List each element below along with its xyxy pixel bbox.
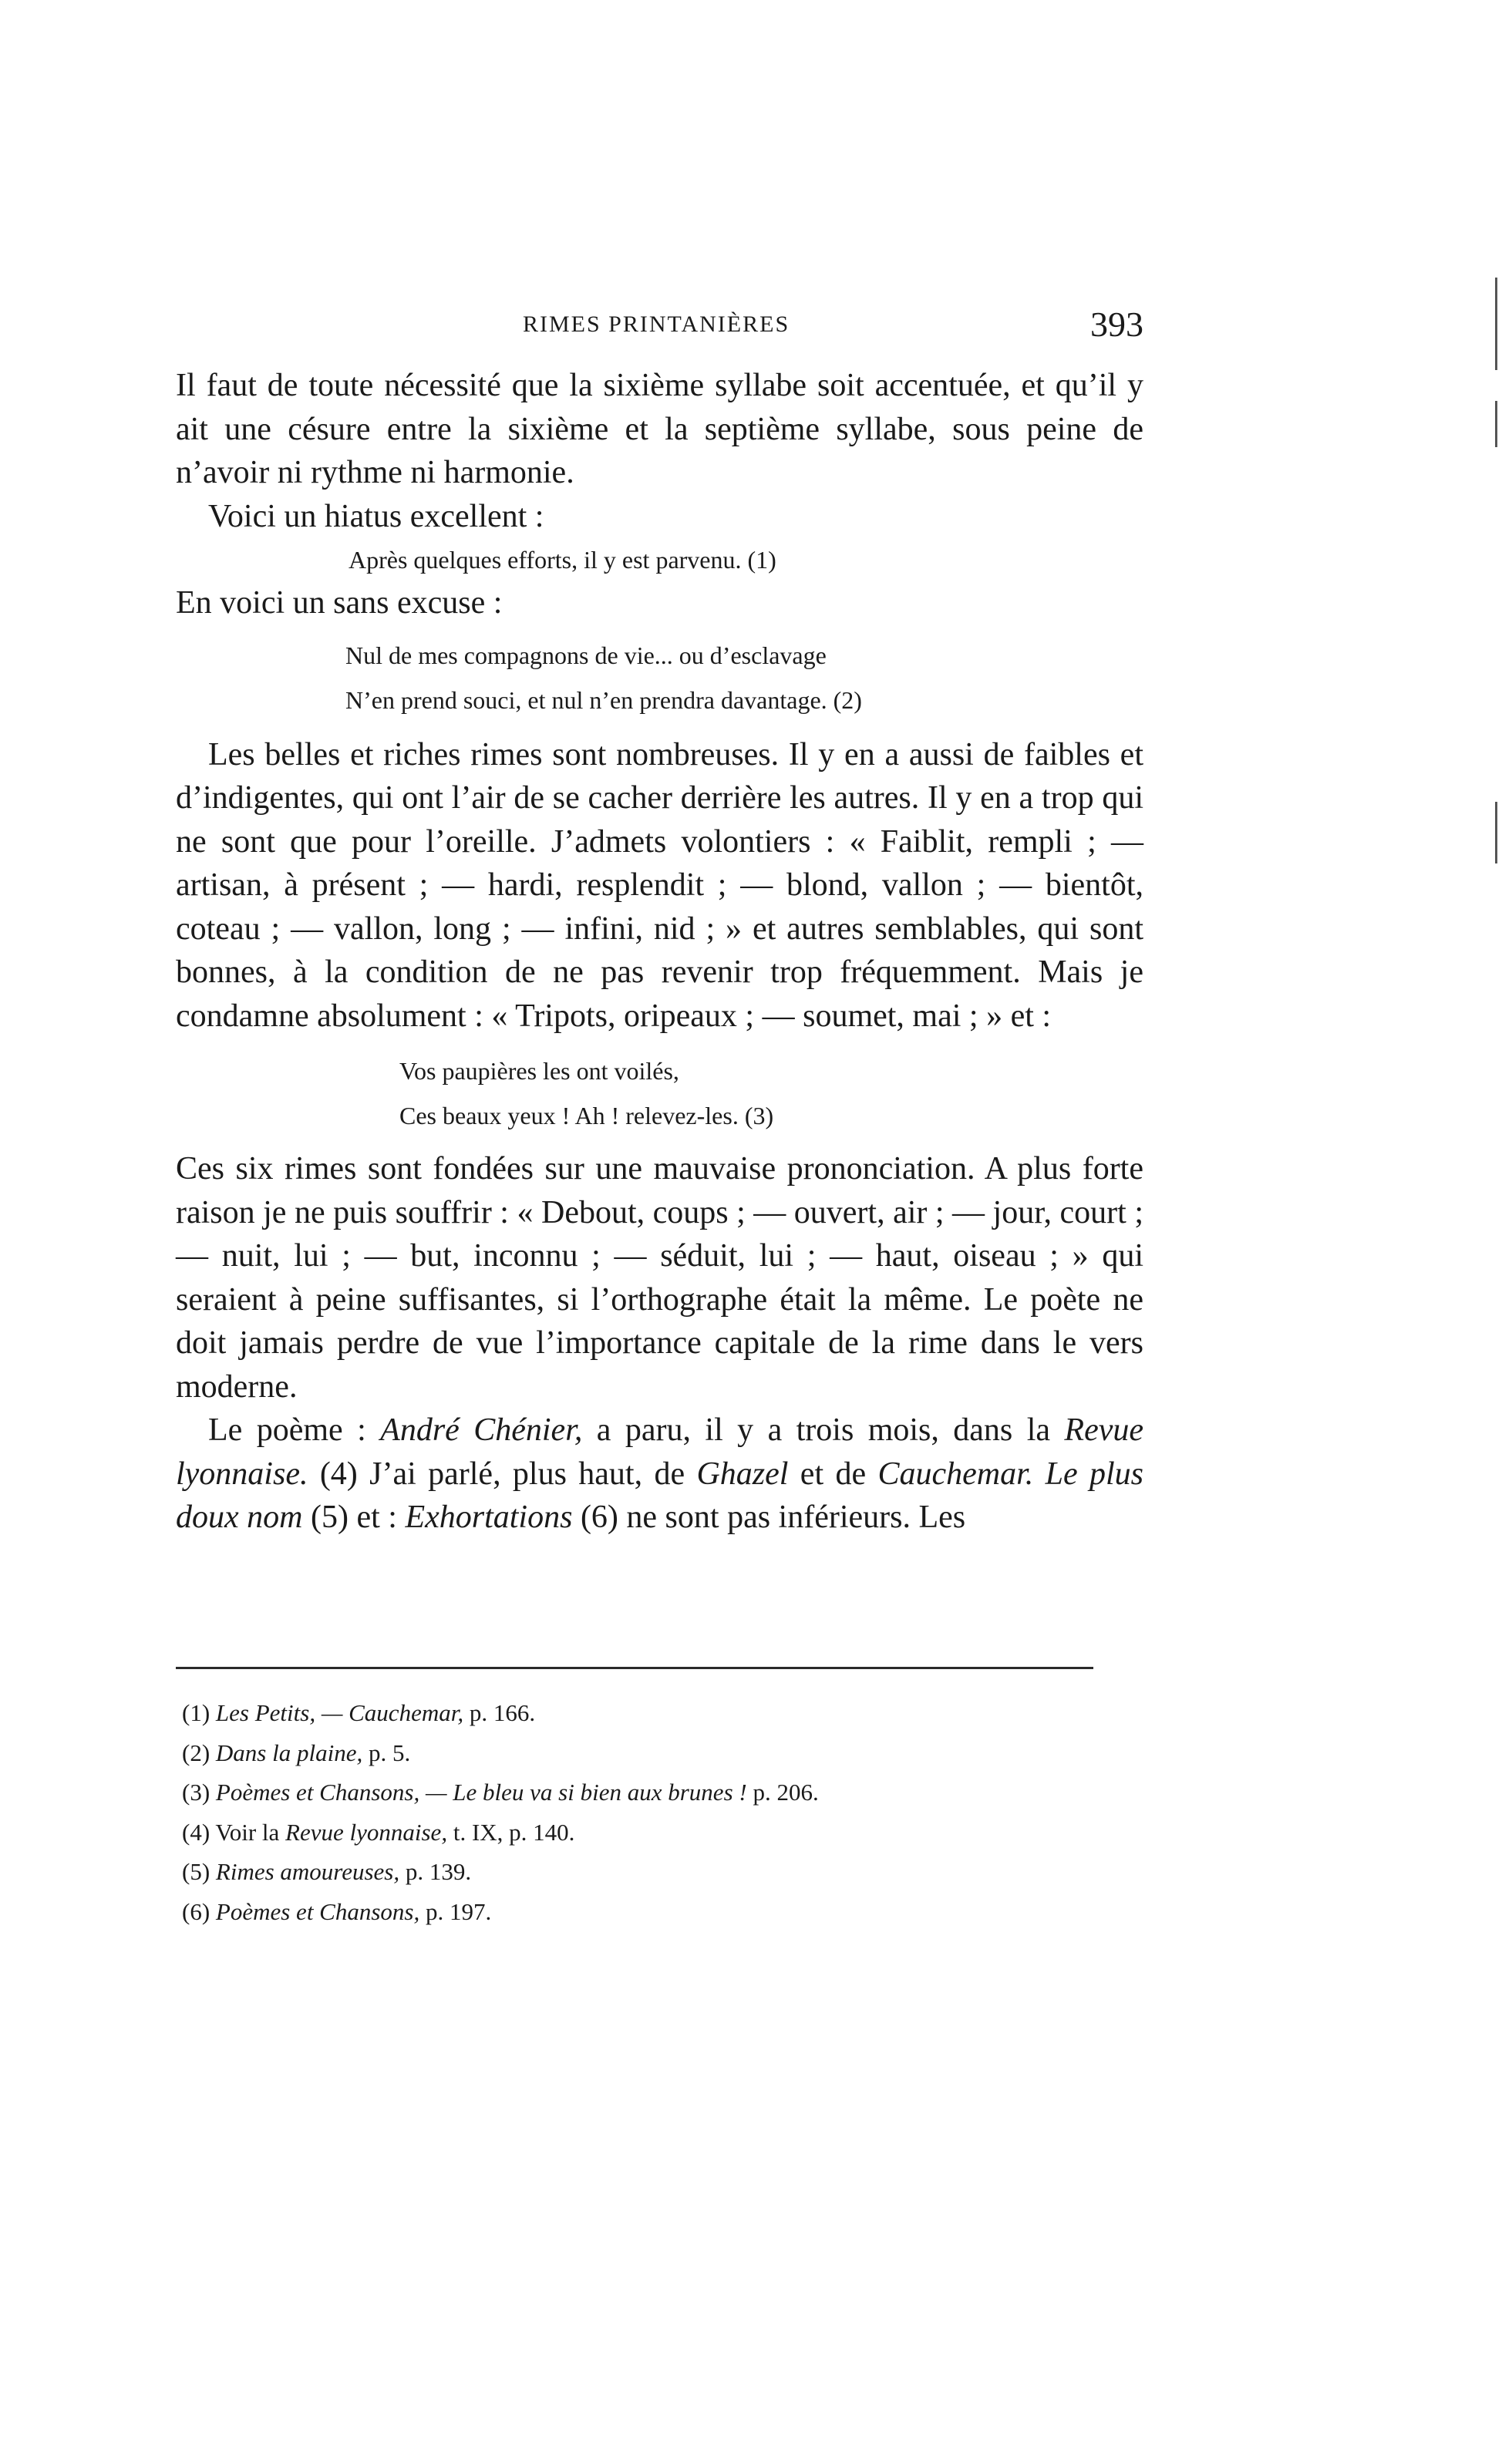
footnote-divider [176, 1667, 1093, 1669]
footnote-ref: p. 5. [362, 1739, 411, 1766]
text-run: (6) ne sont pas inférieurs. Les [572, 1500, 966, 1535]
text-run: Le poème : [208, 1412, 381, 1448]
footnote-title: Poèmes et Chansons, [215, 1897, 420, 1925]
scan-edge-mark [1495, 278, 1497, 370]
footnote-ref: p. 139. [399, 1858, 472, 1885]
main-text [176, 364, 1143, 1540]
text-run: a paru, il y a trois mois, dans la [582, 1412, 1065, 1448]
footnote-title: Poèmes et Chansons, — Le bleu va si bien aux brunes ! [215, 1779, 747, 1806]
footnote-number: (3) [182, 1779, 216, 1806]
scan-edge-mark [1495, 802, 1497, 863]
footnote-number: (5) [182, 1858, 216, 1885]
footnote-2 [182, 1733, 1107, 1773]
footnote-title: Rimes amoureuses, [215, 1858, 400, 1885]
page-number: 393 [1090, 305, 1143, 344]
footnote-title: Dans la plaine, [215, 1739, 363, 1766]
work-title: André Chénier, [380, 1412, 583, 1448]
text-run [1033, 1456, 1045, 1492]
text-run: (4) J’ai parlé, plus haut, de [308, 1456, 697, 1492]
footnote-number: (1) [182, 1699, 216, 1726]
footnote-title: Les Petits, — Cauchemar, [215, 1699, 464, 1726]
verse-line: Nul de mes compagnons de vie... ou d’esclavage [345, 641, 827, 669]
paragraph-4: Les belles et riches rimes sont nombreuses. Il y en a aussi de faibles et d’indigentes, qui ont l’air de se cacher derrière les autres. Il y en a trop qui ne sont que pour l’oreille. J’admets volontiers : « Faiblit, rempli ; — artisan, à présent ; — hardi, resplendit ; — blond, vallon ; — bientôt, coteau ; — vallon, long ; — infini, nid ; » et autres semblables, qui sont bonnes, à la condition de ne pas revenir trop fréquemment. Mais je condamne absolument : « Tripots, oripeaux ; — soumet, mai ; » et : [176, 736, 1143, 1034]
footnote-title: Revue lyonnaise, [285, 1818, 448, 1846]
paragraph-3: En voici un sans excuse : [176, 585, 503, 621]
verse-quote-2 [176, 633, 1143, 722]
footnote-number: (6) [182, 1897, 216, 1925]
footnote-5 [182, 1852, 1107, 1892]
verse-quote-3 [176, 1049, 1143, 1138]
scan-edge-mark [1495, 401, 1497, 447]
verse-quote-1: Après quelques efforts, il y est parvenu. (1) [349, 546, 776, 574]
verse-line: N’en prend souci, et nul n’en prendra davantage. (2) [345, 685, 862, 714]
footnote-ref: p. 166. [463, 1699, 536, 1726]
footnote-ref: p. 197. [419, 1897, 492, 1925]
footnote-number: (4) [182, 1818, 216, 1846]
paragraph-2: Voici un hiatus excellent : [208, 498, 544, 534]
footnote-ref: t. IX, p. 140. [447, 1818, 575, 1846]
text-run: (5) et : [302, 1500, 406, 1535]
footnotes [182, 1693, 1107, 1931]
footnote-number: (2) [182, 1739, 216, 1766]
footnote-1 [182, 1693, 1107, 1733]
paragraph-6 [176, 1409, 1143, 1540]
verse-line: Ces beaux yeux ! Ah ! relevez-les. (3) [399, 1102, 774, 1129]
paragraph-5: Ces six rimes sont fondées sur une mauvaise prononciation. A plus forte raison je ne puis souffrir : « Debout, coups ; — ouvert, air ; — jour, court ; — nuit, lui ; — but, inconnu ; — séduit, lui ; — haut, oiseau ; » qui seraient à peine suffisantes, si l’orthographe était la même. Le poète ne doit jamais perdre de vue l’importance capitale de la rime dans le vers moderne. [176, 1151, 1143, 1405]
footnote-prefix: Voir la [215, 1818, 286, 1846]
footnote-6 [182, 1892, 1107, 1932]
work-title: Ghazel [696, 1456, 789, 1492]
verse-line: Vos paupières les ont voilés, [399, 1057, 679, 1085]
footnote-3 [182, 1772, 1107, 1813]
paragraph-1: Il faut de toute nécessité que la sixième syllabe soit accentuée, et qu’il y ait une césure entre la sixième et la septième syllabe, sous peine de n’avoir ni rythme ni harmonie. [176, 368, 1143, 490]
work-title: Exhortations [405, 1500, 573, 1535]
text-run: et de [788, 1456, 878, 1492]
work-title: Cauchemar. [877, 1456, 1034, 1492]
work-title: Revue lyonnaise. [176, 1412, 1144, 1492]
footnote-ref: p. 206. [746, 1779, 819, 1806]
work-title: Le plus doux nom [176, 1456, 1144, 1535]
footnote-4 [182, 1813, 1107, 1853]
page-header [176, 304, 1143, 350]
running-head: RIMES PRINTANIÈRES [523, 311, 790, 337]
